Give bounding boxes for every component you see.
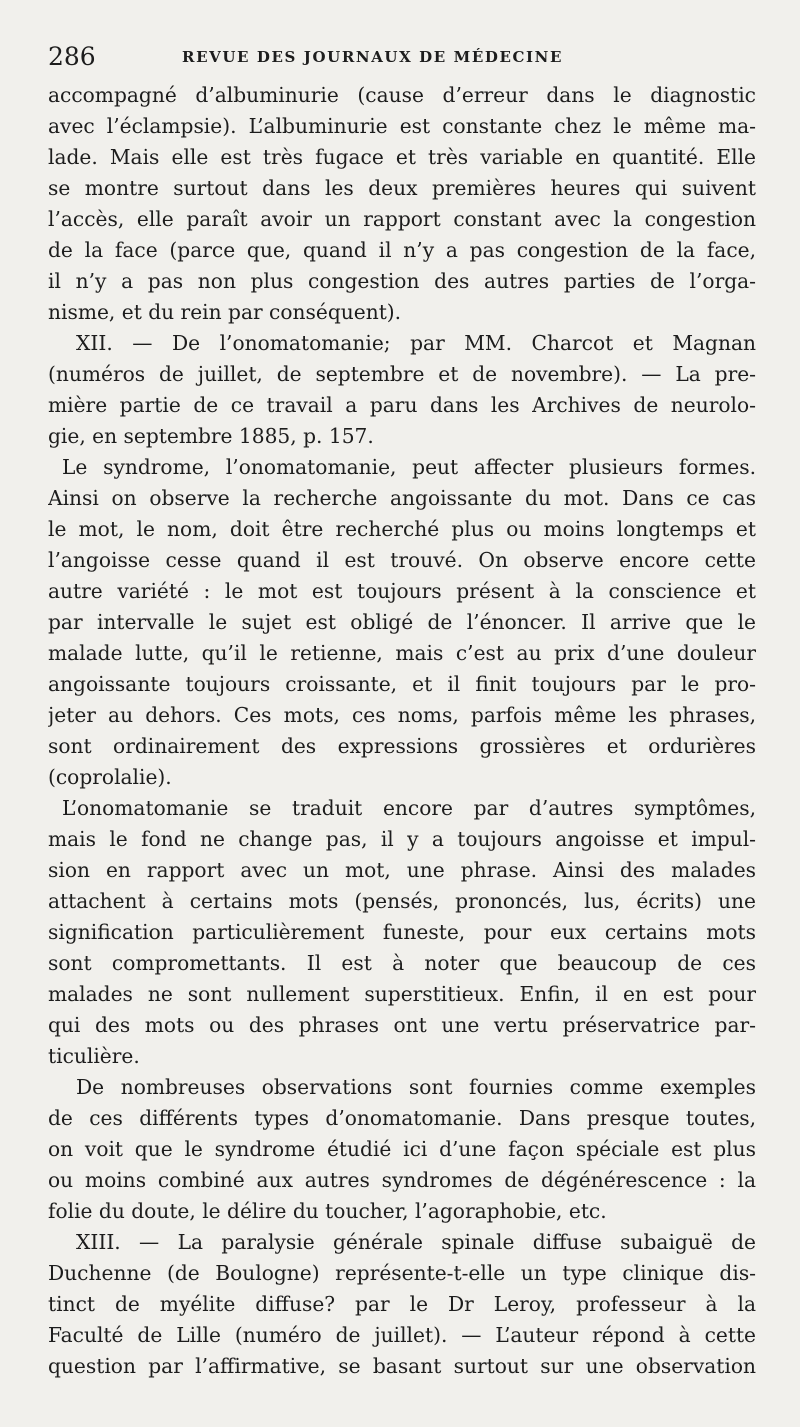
text-line: folie du doute, le délire du toucher, l’agoraphobie, etc. — [48, 1199, 607, 1223]
text-line: qui des mots ou des phrases ont une vertu préservatrice par- — [48, 1013, 756, 1037]
text-line: jeter au dehors. Ces mots, ces noms, parfois même les phrases, — [48, 703, 756, 727]
text-line: accompagné d’albuminurie (cause d’erreur dans le diagnostic — [48, 83, 756, 107]
text-line: Faculté de Lille (numéro de juillet). — L’auteur répond à cette — [48, 1323, 756, 1347]
section-heading-xii — [48, 328, 756, 359]
text-line: Le syndrome, l’onomatomanie, peut affecter plusieurs formes. — [62, 455, 756, 479]
text-line: mais le fond ne change pas, il y a toujours angoisse et impul- — [48, 827, 756, 851]
text-line: se montre surtout dans les deux premières heures qui suivent — [48, 176, 756, 200]
page-number: 286 — [48, 42, 96, 71]
text-line: avec l’éclampsie). L’albuminurie est constante chez le même ma- — [48, 114, 756, 138]
text-line: question par l’affirmative, se basant surtout sur une observation — [48, 1354, 756, 1378]
text-line: sont compromettants. Il est à noter que beaucoup de ces — [48, 951, 756, 975]
text-line: le mot, le nom, doit être recherché plus ou moins longtemps et — [48, 517, 756, 541]
text-line: par intervalle le sujet est obligé de l’énoncer. Il arrive que le — [48, 610, 756, 634]
text-line: angoissante toujours croissante, et il finit toujours par le pro- — [48, 672, 756, 696]
running-title: REVUE DES JOURNAUX DE MÉDECINE — [182, 48, 564, 66]
text-line: (coprolalie). — [48, 765, 172, 789]
text-line: de la face (parce que, quand il n’y a pas congestion de la face, — [48, 238, 756, 262]
text-line: malades ne sont nullement superstitieux. Enfin, il en est pour — [48, 982, 756, 1006]
text-line: on voit que le syndrome étudié ici d’une façon spéciale est plus — [48, 1137, 756, 1161]
text-line: Duchenne (de Boulogne) représente-t-elle un type clinique dis- — [48, 1261, 756, 1285]
text-line: nisme, et du rein par conséquent). — [48, 300, 402, 324]
text-line: tinct de myélite diffuse? par le Dr Leroy, professeur à la — [48, 1292, 756, 1316]
page-header — [48, 40, 758, 74]
section-number: XII. — De l’onomatomanie; par MM. Charcot et Magnan — [76, 331, 756, 355]
text-line: autre variété : le mot est toujours présent à la conscience et — [48, 579, 756, 603]
text-line: attachent à certains mots (pensés, prononcés, lus, écrits) une — [48, 889, 756, 913]
text-line: malade lutte, qu’il le retienne, mais c’est au prix d’une douleur — [48, 641, 756, 665]
text-line: L’onomatomanie se traduit encore par d’autres symptômes, — [62, 796, 756, 820]
text-line: ticulière. — [48, 1044, 140, 1068]
text-line: sont ordinairement des expressions grossières et ordurières — [48, 734, 756, 758]
text-line: l’accès, elle paraît avoir un rapport constant avec la congestion — [48, 207, 756, 231]
section-heading-xiii: XIII. — La paralysie générale spinale diffuse subaiguë de — [76, 1230, 756, 1254]
text-line: gie, en septembre 1885, p. 157. — [48, 424, 374, 448]
text-line: de ces différents types d’onomatomanie. Dans presque toutes, — [48, 1106, 756, 1130]
text-line: il n’y a pas non plus congestion des autres parties de l’orga- — [48, 269, 756, 293]
text-line: (numéros de juillet, de septembre et de novembre). — La pre- — [48, 362, 756, 386]
text-line: lade. Mais elle est très fugace et très variable en quantité. Elle — [48, 145, 756, 169]
text-line: De nombreuses observations sont fournies comme exemples — [76, 1075, 756, 1099]
text-line: l’angoisse cesse quand il est trouvé. On observe encore cette — [48, 548, 756, 572]
body-text — [48, 80, 756, 1382]
text-line: mière partie de ce travail a paru dans les Archives de neurolo- — [48, 393, 756, 417]
text-line: signification particulièrement funeste, pour eux certains mots — [48, 920, 756, 944]
text-line: Ainsi on observe la recherche angoissante du mot. Dans ce cas — [48, 486, 756, 510]
text-line: ou moins combiné aux autres syndromes de dégénérescence : la — [48, 1168, 756, 1192]
text-line: sion en rapport avec un mot, une phrase. Ainsi des malades — [48, 858, 756, 882]
